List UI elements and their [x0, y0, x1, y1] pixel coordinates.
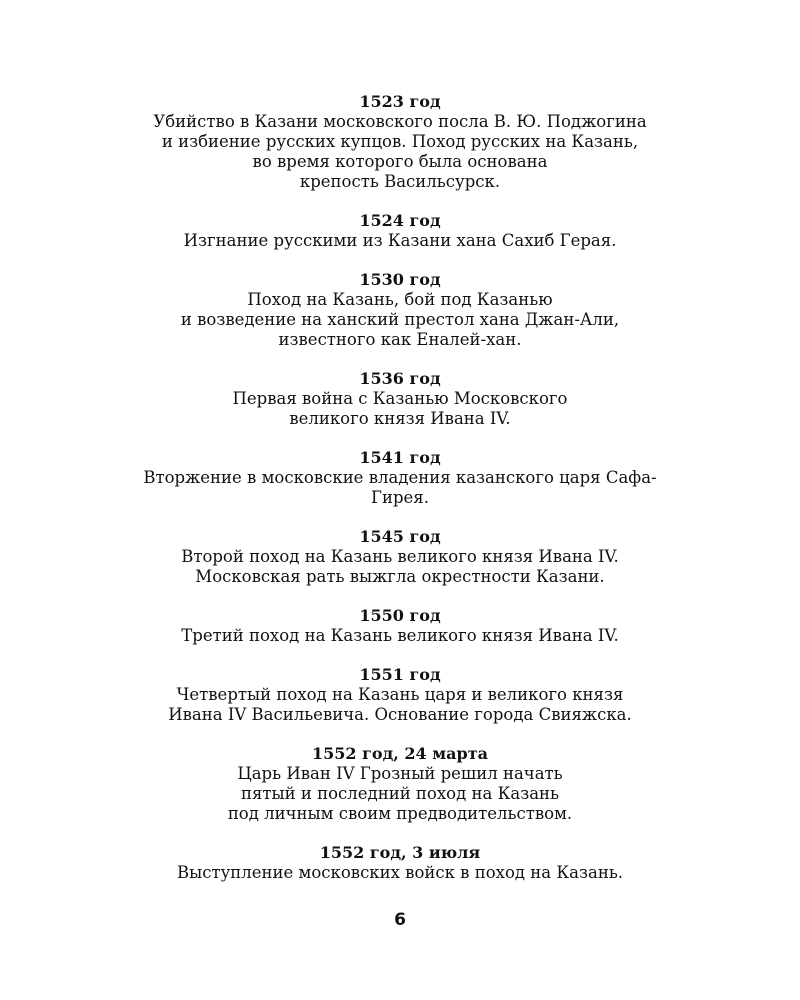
chronology-entry-1552-march [0, 744, 800, 824]
entry-text-line: Выступление московских войск в поход на Казань. [176, 863, 624, 882]
entry-text-line: Вторжение в московские владения казанского царя Сафа- [143, 468, 657, 487]
entry-year: 1545 год [359, 527, 441, 546]
chronology-entry-1551 [0, 665, 800, 725]
entry-text-line: крепость Васильсурск. [299, 172, 501, 191]
entry-year: 1536 год [359, 369, 441, 388]
entry-text-line: известного как Еналей-хан. [278, 330, 522, 349]
entry-text-line: Поход на Казань, бой под Казанью [247, 290, 553, 309]
chronology-entry-1536 [0, 369, 800, 429]
entry-year: 1530 год [359, 270, 441, 289]
entry-text-line: и избиение русских купцов. Поход русских на Казань, [161, 132, 639, 151]
entry-text-line: Четвертый поход на Казань царя и великого князя [176, 685, 624, 704]
entry-year: 1552 год, 3 июля [319, 843, 481, 862]
entry-text-line: Первая война с Казанью Московского [232, 389, 568, 408]
chronology-entry-1545 [0, 527, 800, 587]
entry-text-line: Третий поход на Казань великого князя Ивана IV. [181, 626, 619, 645]
entry-text-line: и возведение на ханский престол хана Джан-Али, [180, 310, 620, 329]
entry-text-line: во время которого была основана [252, 152, 548, 171]
chronology-entry-1550 [0, 606, 800, 646]
chronology-entry-1530 [0, 270, 800, 350]
entry-text-line: великого князя Ивана IV. [289, 409, 511, 428]
entry-text-line: Убийство в Казани московского посла В. Ю. Поджогина [153, 112, 647, 131]
entry-year: 1523 год [359, 92, 441, 111]
chronology-page [0, 92, 800, 902]
entry-year: 1541 год [359, 448, 441, 467]
chronology-entry-1541 [0, 448, 800, 508]
entry-text-line: Второй поход на Казань великого князя Ивана IV. [181, 547, 619, 566]
entry-text-line: Изгнание русскими из Казани хана Сахиб Герая. [183, 231, 617, 250]
chronology-entry-1524 [0, 211, 800, 251]
entry-text-line: Московская рать выжгла окрестности Казани. [195, 567, 605, 586]
page-number: 6 [394, 910, 406, 930]
entry-text-line: под личным своим предводительством. [227, 804, 573, 823]
chronology-entry-1552-july [0, 843, 800, 883]
entry-text-line: Ивана IV Васильевича. Основание города Свияжска. [168, 705, 632, 724]
entry-text-line: Гирея. [371, 488, 429, 507]
chronology-entry-1523 [0, 92, 800, 192]
entry-year: 1552 год, 24 марта [312, 744, 488, 763]
entry-text-line: пятый и последний поход на Казань [240, 784, 560, 803]
entry-text-line: Царь Иван IV Грозный решил начать [237, 764, 563, 783]
entry-year: 1550 год [359, 606, 441, 625]
entry-year: 1551 год [359, 665, 441, 684]
entry-year: 1524 год [359, 211, 441, 230]
